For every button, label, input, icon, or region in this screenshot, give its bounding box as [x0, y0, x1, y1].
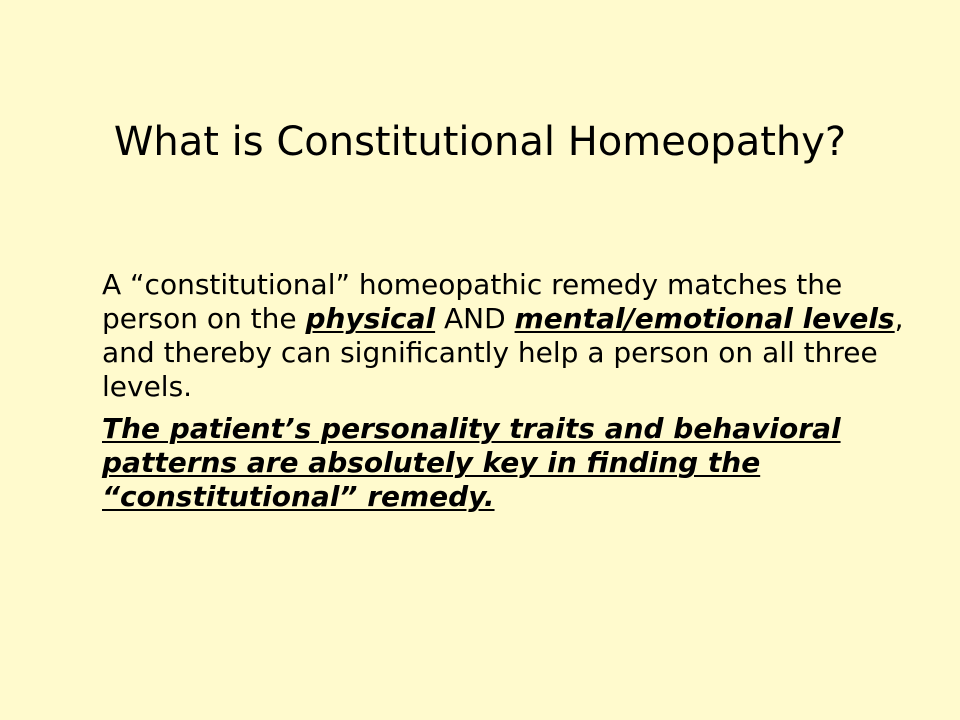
paragraph-personality-key: The patient’s personality traits and behavioral patterns are absolutely key in finding the “constitutional” remedy. [102, 412, 841, 513]
slide-body [102, 268, 922, 522]
paragraph1-text-1: A “constitutional” homeopathic remedy matches the person on the [102, 268, 843, 335]
slide-title: What is Constitutional Homeopathy? [113, 119, 847, 165]
emphasis-physical: physical [305, 302, 436, 335]
paragraph1-text-2: AND [435, 302, 515, 335]
paragraph1-text-3: , and thereby can significantly help a person on all three levels. [102, 302, 904, 403]
paragraph-constitutional-remedy [102, 268, 922, 404]
emphasis-mental-emotional-levels: mental/emotional levels [514, 302, 895, 335]
